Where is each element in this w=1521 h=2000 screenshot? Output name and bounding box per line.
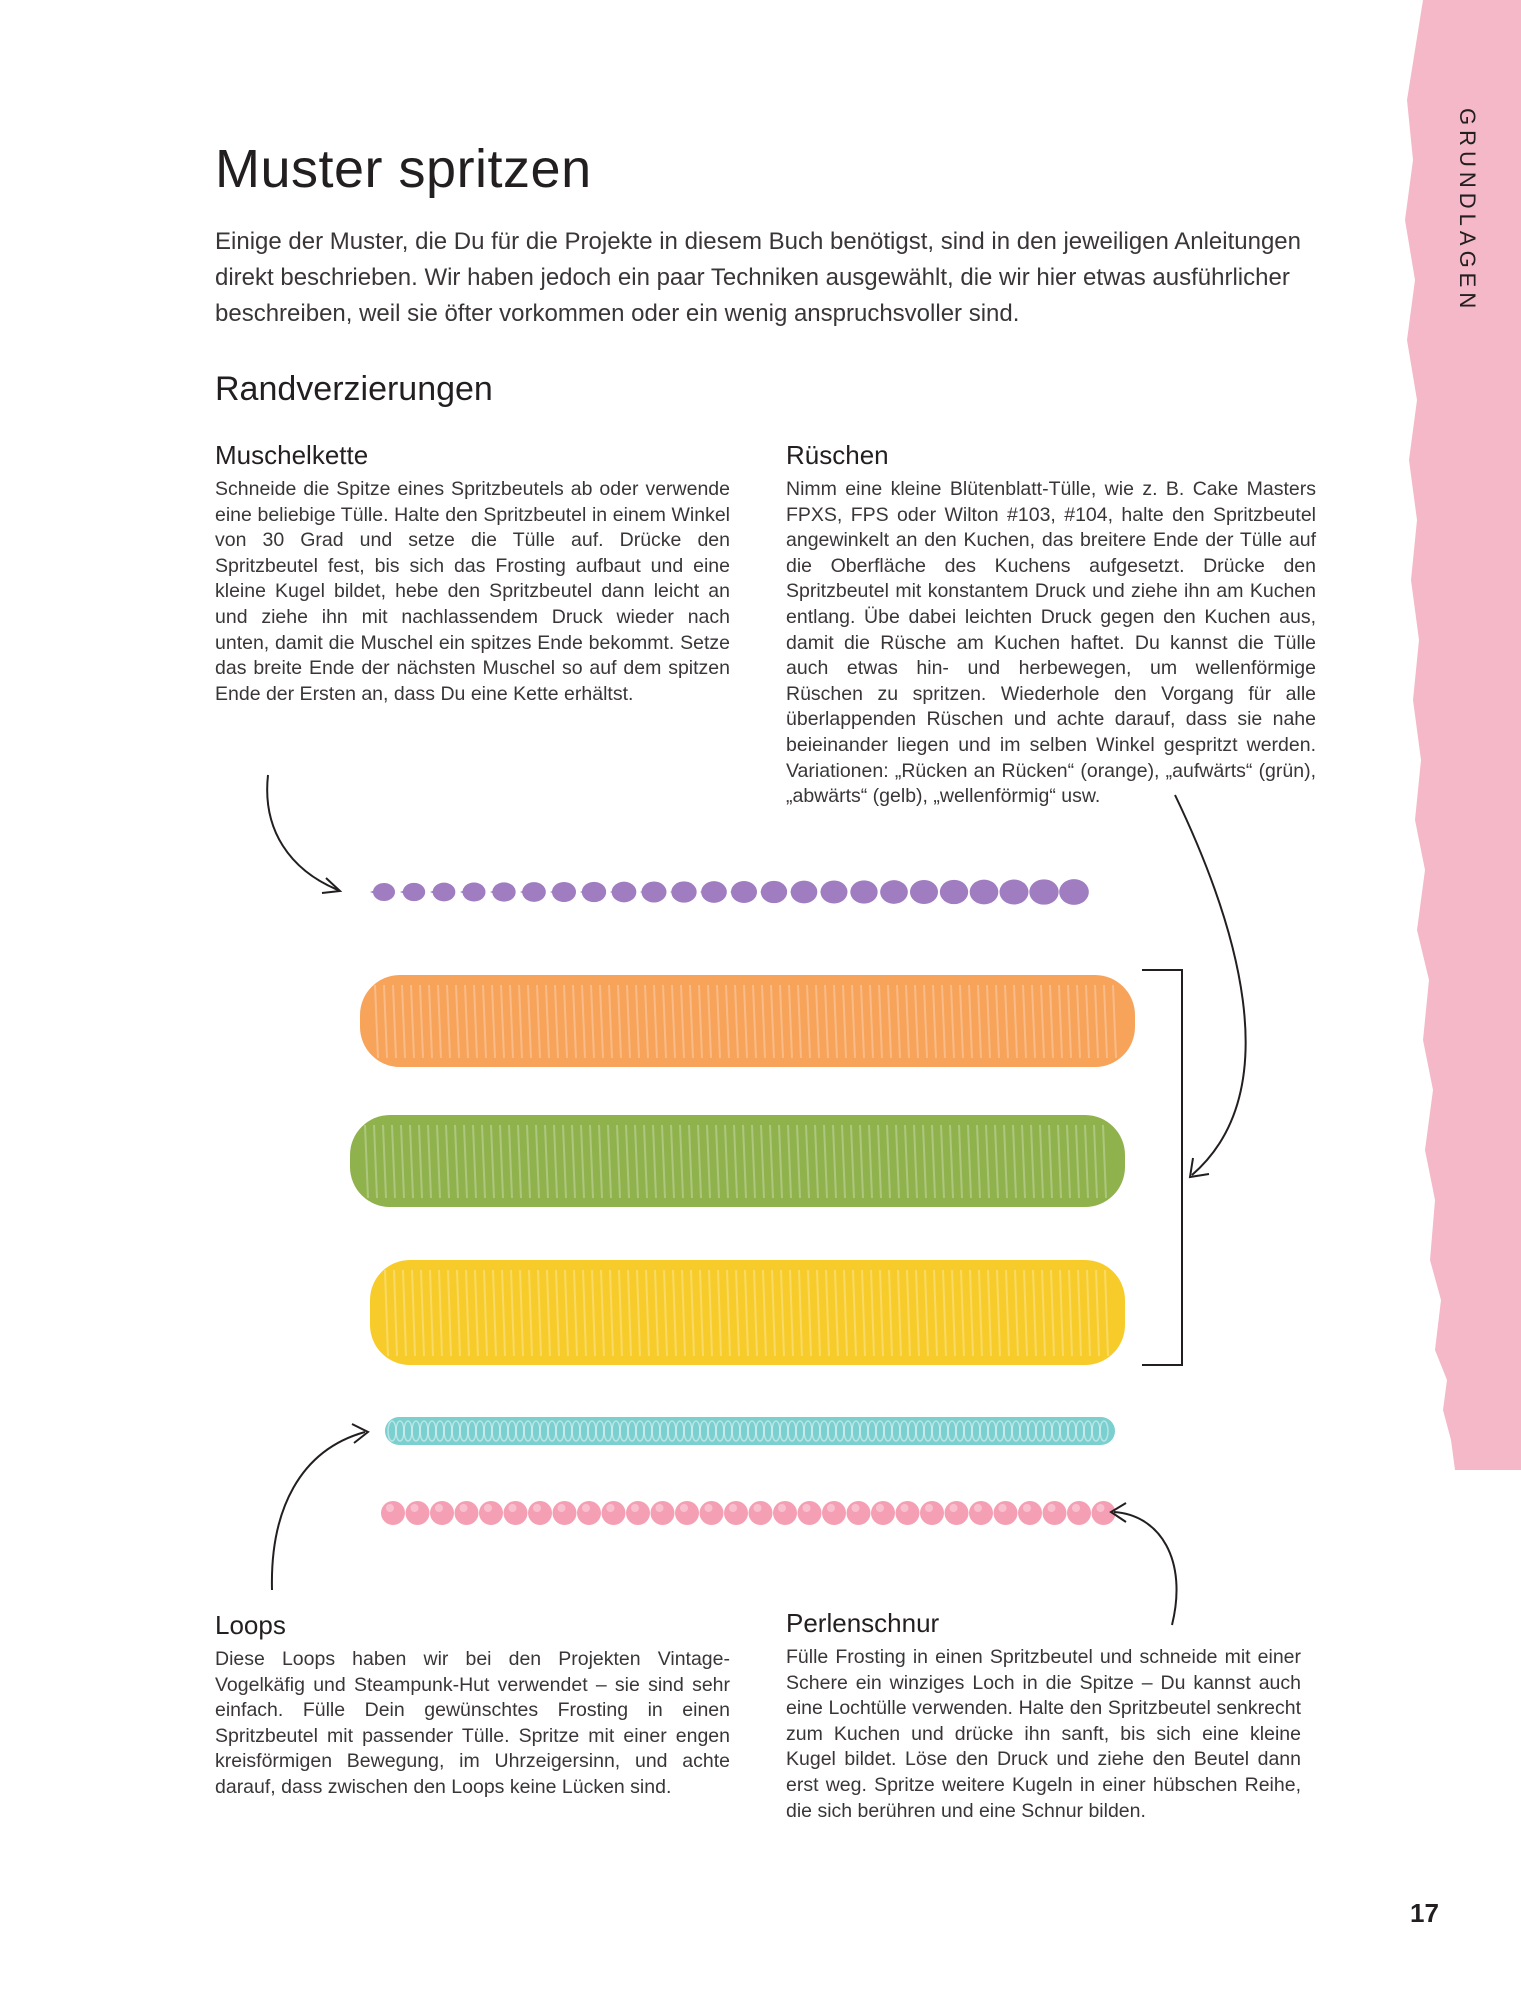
- pearl-highlight: [680, 1504, 688, 1512]
- pearl-bead: [749, 1501, 773, 1525]
- pearl-bead: [700, 1501, 724, 1525]
- pearl-bead: [1067, 1501, 1091, 1525]
- pearl-highlight: [1023, 1504, 1031, 1512]
- pearl-highlight: [558, 1504, 566, 1512]
- pearl-bead: [724, 1501, 748, 1525]
- pearl-highlight: [582, 1504, 590, 1512]
- pearl-bead: [381, 1501, 405, 1525]
- pearl-highlight: [852, 1504, 860, 1512]
- pearl-highlight: [435, 1504, 443, 1512]
- pearl-highlight: [729, 1504, 737, 1512]
- pearl-highlight: [778, 1504, 786, 1512]
- loops-heading: Loops: [215, 1610, 286, 1640]
- pearl-highlight: [974, 1504, 982, 1512]
- pearl-bead: [602, 1501, 626, 1525]
- pearl-bead: [553, 1501, 577, 1525]
- pearl-highlight: [1048, 1504, 1056, 1512]
- pearl-bead: [455, 1501, 479, 1525]
- pearl-bead: [430, 1501, 454, 1525]
- pearl-highlight: [460, 1504, 468, 1512]
- pearl-highlight: [876, 1504, 884, 1512]
- pearl-bead: [479, 1501, 503, 1525]
- perlenschnur-text: Fülle Frosting in einen Spritzbeutel und schneide mit einer Schere ein winziges Loch in die Spitze – Du kannst auch eine Lochtülle verwenden. Halte den Spritzbeutel senkrecht zum Kuchen und drücke ihn sanft, bis sich eine kleine Kugel bildet. Löse den Druck und ziehe den Beutel dann erst weg. Spritze weitere Kugeln in einer hübschen Reihe, die sich berühren und eine Schnur bilden.: [786, 1646, 1301, 1822]
- pearl-highlight: [656, 1504, 664, 1512]
- pearl-bead: [920, 1501, 944, 1525]
- pearl-highlight: [509, 1504, 517, 1512]
- pearl-highlight: [827, 1504, 835, 1512]
- pearl-bead: [651, 1501, 675, 1525]
- pearl-bead: [1018, 1501, 1042, 1525]
- pearl-highlight: [803, 1504, 811, 1512]
- pearl-bead: [773, 1501, 797, 1525]
- pearl-bead: [528, 1501, 552, 1525]
- pearl-highlight: [1072, 1504, 1080, 1512]
- pearl-highlight: [411, 1504, 419, 1512]
- pearl-bead: [969, 1501, 993, 1525]
- pearl-bead: [675, 1501, 699, 1525]
- arrow-loops-icon: [272, 1432, 365, 1590]
- pearl-highlight: [386, 1504, 394, 1512]
- pearl-bead: [822, 1501, 846, 1525]
- pearl-bead: [1043, 1501, 1067, 1525]
- arrow-pearls-icon: [1114, 1512, 1177, 1625]
- pearl-bead: [406, 1501, 430, 1525]
- pearl-bead: [945, 1501, 969, 1525]
- pearl-bead: [504, 1501, 528, 1525]
- loops-text: Diese Loops haben wir bei den Projekten Vintage-Vogelkäfig und Steampunk-Hut verwendet – sie sind sehr einfach. Fülle Dein gewünschtes Frosting in einen Spritzbeutel mit passender Tülle. Spritze mit einer engen kreisförmigen Bewegung, im Uhrzeigersinn, und achte darauf, dass zwischen den Loops keine Lücken sind.: [215, 1648, 730, 1798]
- pearl-bead: [896, 1501, 920, 1525]
- pearl-highlight: [484, 1504, 492, 1512]
- pearl-highlight: [631, 1504, 639, 1512]
- pearl-highlight: [533, 1504, 541, 1512]
- arrow-shell-icon: [267, 775, 338, 890]
- rueschen-heading: Rüschen: [786, 440, 889, 470]
- muschelkette-heading: Muschelkette: [215, 440, 369, 470]
- shell-chain-sample: [370, 879, 1089, 905]
- pearl-highlight: [901, 1504, 909, 1512]
- side-section-label: GRUNDLAGEN: [1455, 108, 1480, 314]
- pearl-highlight: [607, 1504, 615, 1512]
- muschelkette-text: Schneide die Spitze eines Spritzbeutels ab oder verwende eine beliebige Tülle. Halte den Spritzbeutel in einem Winkel von 30 Grad und setze die Tülle auf. Drücke den Spritzbeutel fest, bis sich das Frosting aufbaut und eine kleine Kugel bildet, hebe den Spritzbeutel dann leicht an und ziehe ihn mit nachlassendem Druck wieder nach unten, damit die Muschel ein spitzes Ende bekommt. Setze das breite Ende der nächsten Muschel so auf dem spitzen Ende der Ersten an, dass Du eine Kette erhältst.: [215, 478, 730, 705]
- bracket-icon: [1142, 970, 1182, 1365]
- arrow-ruffles-icon: [1175, 795, 1246, 1175]
- pearl-highlight: [754, 1504, 762, 1512]
- page-title: Muster spritzen: [215, 139, 592, 199]
- page-number: 17: [1410, 1898, 1439, 1928]
- perlenschnur-heading: Perlenschnur: [786, 1608, 940, 1638]
- rueschen-text: Nimm eine kleine Blütenblatt-Tülle, wie z. B. Cake Masters FPXS, FPS oder Wilton #103, #104, halte den Spritzbeutel angewinkelt an den Kuchen, das breitere Ende der Tülle auf die Oberfläche des Kuchens aufgesetzt. Drücke den Spritzbeutel mit konstantem Druck und ziehe ihn am Kuchen entlang. Übe dabei leichten Druck gegen den Kuchen aus, damit die Rüsche am Kuchen haftet. Du kannst die Tülle auch etwas hin- und herbewegen, um wellenförmige Rüschen zu spritzen. Wiederhole den Vorgang für alle überlappenden Rüschen und achte darauf, dass sie nahe beieinander liegen und im selben Winkel gespritzt werden. Variationen: „Rücken an Rücken“ (orange), „aufwärts“ (grün), „abwärts“ (gelb), „wellenförmig“ usw.: [786, 478, 1316, 808]
- pearl-bead: [577, 1501, 601, 1525]
- intro-paragraph: Einige der Muster, die Du für die Projekte in diesem Buch benötigst, sind in den jeweiligen Anleitungen direkt beschrieben. Wir haben jedoch ein paar Techniken ausgewählt, die wir hier etwas ausführlicher beschreiben, weil sie öfter vorkommen oder ein wenig anspruchsvoller sind.: [215, 228, 1301, 327]
- arrow-shell-icon-head: [322, 878, 340, 893]
- pearl-highlight: [705, 1504, 713, 1512]
- pearl-bead: [847, 1501, 871, 1525]
- pearl-highlight: [950, 1504, 958, 1512]
- pearl-highlight: [999, 1504, 1007, 1512]
- pearl-highlight: [1097, 1504, 1105, 1512]
- pearl-string-sample: [381, 1501, 1116, 1525]
- section-heading: Randverzierungen: [215, 370, 493, 408]
- pearl-bead: [994, 1501, 1018, 1525]
- pearl-bead: [798, 1501, 822, 1525]
- pearl-bead: [871, 1501, 895, 1525]
- pearl-highlight: [925, 1504, 933, 1512]
- pearl-bead: [626, 1501, 650, 1525]
